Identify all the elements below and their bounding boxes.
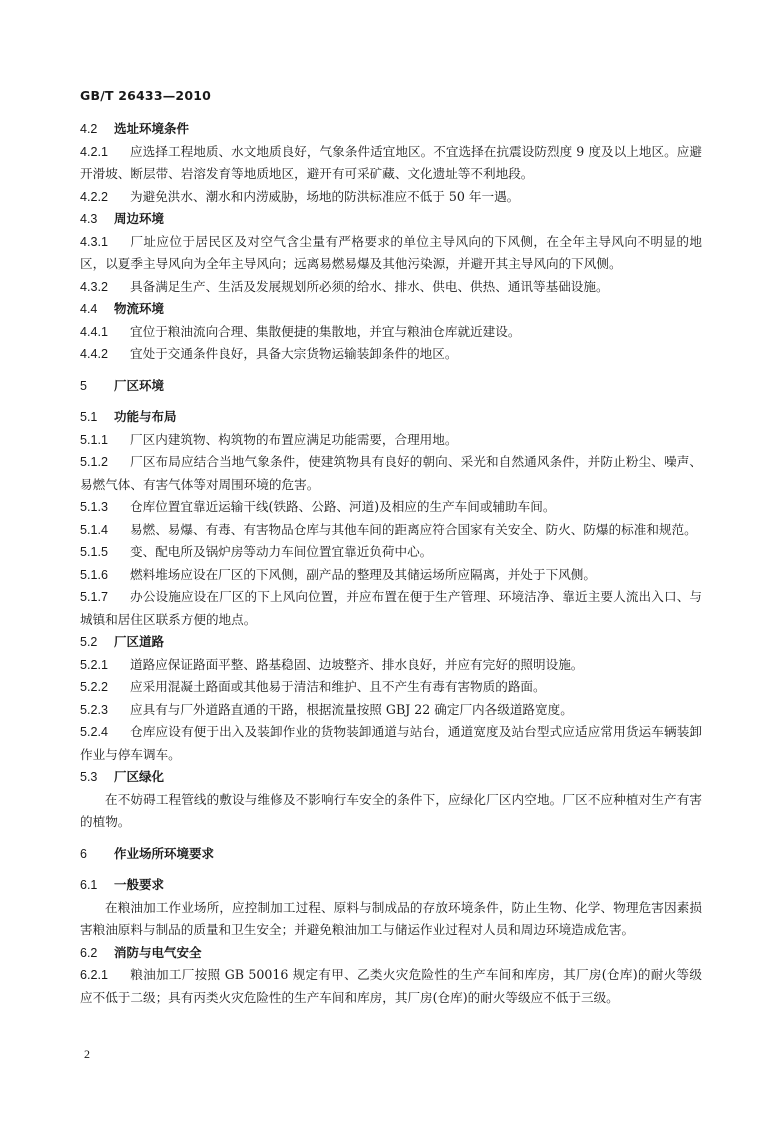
section-heading-4-3 [80,208,702,231]
clause-6-2-1 [80,964,702,1009]
chapter-title: 作业场所环境要求 [114,845,215,861]
chapter-number: 5 [80,378,87,393]
clause-5-1-2 [80,451,702,496]
clause-5-2-3 [80,699,702,722]
clause-text: 应具有与厂外道路直通的干路，根据流量按照 GBJ 22 确定厂内各级道路宽度。 [130,701,573,717]
page-number: 2 [84,1047,90,1061]
section-number: 6.1 [80,878,98,892]
clause-5-2-4 [80,721,702,766]
clause-text: 燃料堆场应设在厂区的下风侧，副产品的整理及其储运场所应隔离，并处于下风侧。 [130,566,596,582]
paragraph-6-1: 在粮油加工作业场所，应控制加工过程、原料与制成品的存放环境条件，防止生物、化学、物理危害因素损害粮油原料与制品的质量和卫生安全；并避免粮油加工与储运作业过程对人员和周边环境造成危害。 [80,899,702,937]
section-title: 周边环境 [114,211,165,226]
clause-text: 宜处于交通条件良好，具备大宗货物运输装卸条件的地区。 [130,346,458,361]
chapter-heading-5 [80,375,702,398]
clause-number: 4.3.1 [80,234,109,249]
clause-number: 5.1.5 [80,545,109,559]
section-number: 6.2 [80,945,98,960]
section-title: 物流环境 [114,301,165,316]
section-number: 5.1 [80,410,98,424]
clause-5-1-4 [80,519,702,542]
section-title: 功能与布局 [114,409,177,424]
clause-5-1-6 [80,564,702,587]
clause-number: 5.1.4 [80,522,109,537]
chapter-heading-6 [80,843,702,866]
clause-number: 4.3.2 [80,279,109,294]
clause-text: 变、配电所及锅炉房等动力车间位置宜靠近负荷中心。 [130,544,433,559]
paragraph-5-3: 在不妨碍工程管线的敷设与维修及不影响行车安全的条件下，应绿化厂区内空地。厂区不应种植对生产有害的植物。 [80,791,702,829]
clause-text: 为避免洪水、潮水和内涝威胁，场地的防洪标准应不低于 50 年一遇。 [130,188,520,204]
clause-5-1-5 [80,541,702,564]
clause-number: 5.1.1 [80,432,109,447]
clause-number: 5.2.4 [80,725,109,739]
clause-5-1-3 [80,496,702,519]
clause-text: 宜位于粮油流向合理、集散便捷的集散地，并宜与粮油仓库就近建设。 [130,323,521,339]
clause-4-4-2 [80,343,702,366]
clause-number: 6.2.1 [80,968,109,982]
clause-number: 5.2.3 [80,702,109,717]
clause-number: 5.2.2 [80,680,109,694]
chapter-number: 6 [80,846,87,861]
clause-4-4-1 [80,321,702,344]
clause-number: 4.2.2 [80,189,109,204]
clause-4-3-1 [80,231,702,276]
clause-number: 5.1.3 [80,500,109,514]
chapter-title: 厂区环境 [114,377,165,393]
clause-number: 4.4.2 [80,347,109,361]
clause-text: 应采用混凝土路面或其他易于清洁和维护、且不产生有毒有害物质的路面。 [130,679,546,694]
section-heading-4-2 [80,118,702,141]
clause-number: 5.1.7 [80,590,109,604]
clause-5-1-1 [80,429,702,452]
clause-text: 道路应保证路面平整、路基稳固、边坡整齐、排水良好，并应有完好的照明设施。 [130,656,584,672]
clause-text: 厂区内建筑物、构筑物的布置应满足功能需要，合理用地。 [130,431,458,447]
clause-text: 具备满足生产、生活及发展规划所必须的给水、排水、供电、供热、通讯等基础设施。 [130,278,609,294]
section-number: 5.3 [80,770,98,784]
section-heading-4-4 [80,298,702,321]
clause-text: 易燃、易爆、有毒、有害物品仓库与其他车间的距离应符合国家有关安全、防火、防爆的标准和规范。 [130,521,697,537]
clause-number: 5.1.6 [80,567,109,582]
clause-number: 4.2.1 [80,144,109,159]
clause-5-2-2 [80,676,702,699]
clause-number: 5.2.1 [80,657,109,672]
clause-text: 应选择工程地质、水文地质良好，气象条件适宜地区。不宜选择在抗震设防烈度 9 度及以上地区。应避开滑坡、断层带、岩溶发育等地质地区，避开有可采矿藏、文化遗址等不利地段。 [80,143,702,181]
section-number: 4.4 [80,302,98,316]
clause-text: 仓库位置宜靠近运输干线(铁路、公路、河道)及相应的生产车间或辅助车间。 [130,499,556,514]
clause-text: 仓库应设有便于出入及装卸作业的货物装卸通道与站台，通道宽度及站台型式应适应常用货运车辆装卸作业与停车调车。 [80,724,702,762]
clause-text: 厂区布局应结合当地气象条件，使建筑物具有良好的朝向、采光和自然通风条件，并防止粉尘、噪声、易燃气体、有害气体等对周围环境的危害。 [80,454,702,492]
section-heading-6-1 [80,874,702,897]
clause-4-2-1 [80,141,702,186]
section-number: 4.2 [80,122,98,136]
section-title: 厂区道路 [114,634,165,649]
section-title: 消防与电气安全 [114,944,202,960]
section-heading-5-1 [80,406,702,429]
section-title: 厂区绿化 [114,769,165,784]
document-body [80,118,702,1009]
clause-number: 5.1.2 [80,455,109,469]
section-number: 4.3 [80,212,98,226]
section-heading-6-2 [80,942,702,965]
section-number: 5.2 [80,635,98,649]
section-heading-5-2 [80,631,702,654]
clause-5-1-7 [80,586,702,631]
clause-5-2-1 [80,654,702,677]
clause-4-3-2 [80,276,702,299]
section-title: 选址环境条件 [114,121,190,136]
clause-4-2-2 [80,186,702,209]
clause-text: 粮油加工厂按照 GB 50016 规定有甲、乙类火灾危险性的生产车间和库房，其厂房(仓库)的耐火等级应不低于二级；具有丙类火灾危险性的生产车间和库房，其厂房(仓库)的耐火等级应不低于三级。 [80,967,702,1005]
clause-text: 办公设施应设在厂区的下上风向位置，并应布置在便于生产管理、环境洁净、靠近主要人流出入口、与城镇和居住区联系方便的地点。 [80,589,702,627]
clause-number: 4.4.1 [80,324,109,339]
clause-text: 厂址应位于居民区及对空气含尘量有严格要求的单位主导风向的下风侧，在全年主导风向不明显的地区，以夏季主导风向为全年主导风向；远离易燃易爆及其他污染源，并避开其主导风向的下风侧。 [80,233,702,271]
section-title: 一般要求 [114,877,165,892]
standard-number-header: GB/T 26433—2010 [80,88,212,103]
section-heading-5-3 [80,766,702,789]
